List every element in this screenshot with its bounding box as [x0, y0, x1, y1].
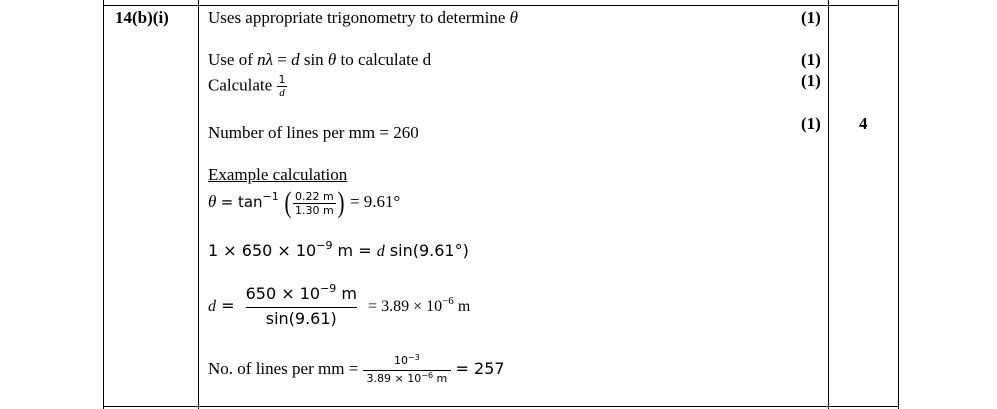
mark-3: (1) [801, 71, 821, 90]
theta-denominator: 1.30 m [295, 203, 334, 217]
criterion-1-text: Uses appropriate trigonometry to determine [208, 8, 506, 27]
d-equation: d = $\frac{650 \times 10^{-9} m}{\sin(9.61)}$ = $3.89 \times 10^{-6}$ m [208, 282, 471, 328]
mark-2: (1) [801, 50, 821, 69]
theta-result: = 9.61° [349, 192, 401, 211]
col-border-1 [198, 0, 199, 409]
lines-label: No. of lines per mm = [208, 359, 359, 378]
table-top-border [103, 5, 899, 6]
criterion-2-formula: nλ [257, 50, 273, 69]
criterion-1-symbol: θ [509, 8, 519, 27]
theta-numerator: 0.22 m [295, 189, 334, 203]
criterion-2: Use of nλ = d sin θ to calculate d [208, 50, 432, 69]
lines-per-mm-equation: No. of lines per mm = $\frac{10^{-3}}{3.89 \times 10^{-6} m}$ = 257 [208, 349, 505, 389]
criterion-2-prefix: Use of [208, 50, 253, 69]
criterion-2-suffix: to calculate d [340, 50, 432, 69]
table-bottom-border [103, 406, 899, 407]
question-number: 14(b)(i) [115, 8, 169, 27]
grating-equation: $1 \times 650 \times 10^{-9}$ m = d sin(9.61°) [208, 239, 469, 260]
col-border-2 [828, 0, 829, 409]
criterion-3-text: Calculate [208, 75, 273, 95]
grating-left: 1 × 650 × 10 [208, 241, 317, 260]
d-denominator: sin(9.61) [246, 307, 357, 330]
col-border-left [103, 0, 104, 409]
d-result: = 3.89 × 10 [368, 298, 443, 315]
theta-equation: $\theta = \tan^{-1}$ ( $\frac{0.22 m}{1.30 m}$ ) = 9.61° [208, 186, 401, 220]
col-border-right [898, 0, 899, 409]
criterion-3-fraction: $\frac{1}{d}$ [278, 73, 286, 99]
criterion-3 [208, 74, 287, 99]
lines-result: = 257 [455, 359, 505, 378]
criterion-1 [208, 8, 518, 28]
criterion-4: Number of lines per mm = 260 [208, 123, 419, 142]
mark-4: (1) [801, 114, 821, 133]
mark-1: (1) [801, 8, 821, 27]
example-heading: Example calculation [208, 165, 348, 184]
total-mark: 4 [859, 114, 868, 133]
